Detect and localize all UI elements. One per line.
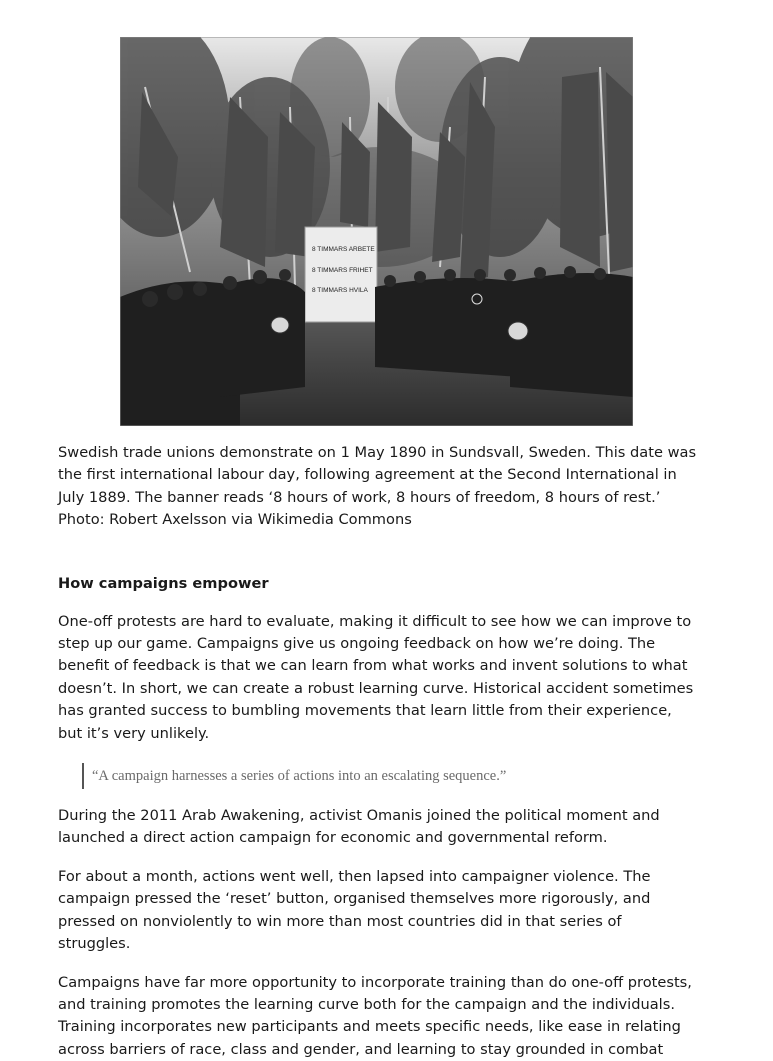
paragraph-oman: During the 2011 Arab Awakening, activist Omanis joined the political moment and launched a direct action campaign for economic and governmental reform.: [58, 805, 698, 850]
photo-caption: Swedish trade unions demonstrate on 1 May 1890 in Sundsvall, Sweden. This date was the first international labour day, following agreement at the Second International in July 1889. The banner reads ‘8 hours of work, 8 hours of freedom, 8 hours of rest.’ Photo: Robert Axelsson via Wikimedia Commons: [58, 442, 698, 532]
section-heading: How campaigns empower: [58, 573, 698, 595]
banner-line-2: 8 TIMMARS FRIHET: [312, 267, 373, 274]
paragraph-reset: For about a month, actions went well, then lapsed into campaigner violence. The campaign pressed the ‘reset’ button, organised themselves more rigorously, and pressed on nonviolently to win more than most countries did in that series of struggles.: [58, 866, 698, 956]
article: [58, 37, 698, 1061]
protest-photo-illustration: [120, 37, 633, 426]
paragraph-feedback: One-off protests are hard to evaluate, making it difficult to see how we can improve to step up our game. Campaigns give us ongoing feedback on how we’re doing. The benefit of feedback is that we can learn from what works and invent solutions to what doesn’t. In short, we can create a robust learning curve. Historical accident sometimes has granted success to bumbling movements that learn little from their experience, but it’s very unlikely.: [58, 611, 698, 745]
historical-protest-photo: [120, 37, 633, 426]
pull-quote: “A campaign harnesses a series of actions into an escalating sequence.”: [82, 763, 698, 789]
banner-line-1: 8 TIMMARS ARBETE: [312, 246, 375, 253]
banner-line-3: 8 TIMMARS HVILA: [312, 287, 369, 294]
paragraph-training: Campaigns have far more opportunity to incorporate training than do one-off protests, and training promotes the learning curve both for the campaign and the individuals. Training incorporates new participants and meets specific needs, like ease in relating across barriers of race, class and gender, and learning to stay grounded in combat: [58, 972, 698, 1061]
